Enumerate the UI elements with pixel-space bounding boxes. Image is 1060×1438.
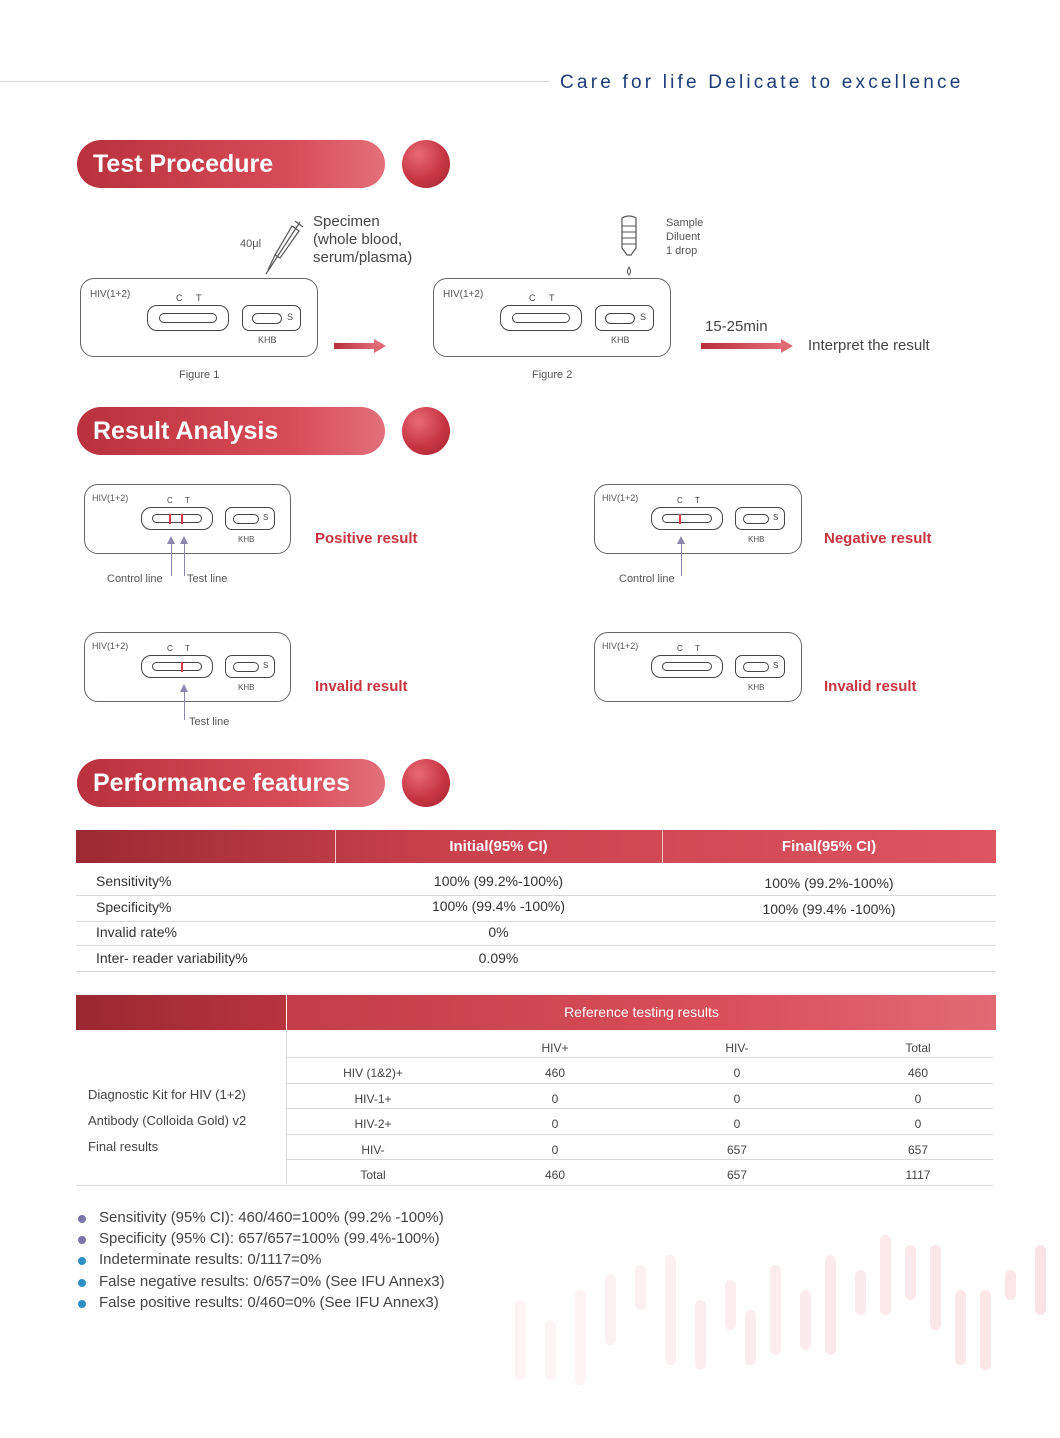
perf-cell: 100% (99.4% -100%)	[762, 901, 896, 917]
cassette-negative	[594, 484, 802, 554]
sample-well	[735, 655, 785, 678]
result-window	[141, 507, 213, 530]
sample-oval	[743, 662, 769, 672]
s-mark: S	[263, 513, 269, 522]
ref-row-label: Total	[360, 1168, 386, 1182]
ref-vertical-divider	[286, 1030, 287, 1184]
positive-result-label: Positive result	[315, 530, 418, 547]
product-line-2: Antibody (Colloida Gold) v2	[88, 1113, 247, 1128]
result-strip	[662, 514, 712, 523]
bullet-text: Specificity (95% CI): 657/657=100% (99.4%-100%)	[99, 1230, 440, 1247]
ref-product-label	[88, 1082, 246, 1160]
cassette-figure-1	[80, 278, 318, 357]
sample-oval	[252, 313, 282, 324]
ref-cell: 1117	[905, 1168, 931, 1182]
section-dot-performance	[402, 759, 450, 807]
ref-row-divider	[287, 1108, 993, 1109]
ref-cell: 0	[551, 1092, 559, 1106]
ref-col-header: HIV+	[541, 1041, 569, 1055]
section-dot-procedure	[402, 140, 450, 188]
sample-oval	[233, 662, 259, 672]
sample-well	[225, 655, 275, 678]
diluent-line-2: 1 drop	[666, 245, 698, 257]
bullet-text: False negative results: 0/657=0% (See IFU Annex3)	[99, 1273, 445, 1290]
perf-cell: 100% (99.2%-100%)	[764, 875, 894, 891]
interpret-label: Interpret the result	[808, 337, 930, 354]
control-line-pointer	[171, 538, 172, 576]
interpret-arrow-icon	[701, 339, 793, 353]
sample-oval	[743, 514, 769, 524]
diluent-label	[666, 216, 703, 258]
ref-col-header: Total	[905, 1041, 931, 1055]
ref-row-label: HIV-2+	[354, 1117, 392, 1131]
ref-cell: 460	[544, 1066, 566, 1080]
sample-well	[242, 305, 301, 331]
figure-1-caption: Figure 1	[179, 369, 220, 381]
c-mark: C	[167, 496, 173, 505]
t-mark: T	[549, 293, 555, 303]
sample-well	[735, 507, 785, 530]
bullet-dot	[78, 1279, 86, 1287]
khb-label: KHB	[238, 683, 255, 692]
result-window	[147, 305, 229, 331]
ref-row-label: HIV-1+	[354, 1092, 392, 1106]
result-strip	[152, 514, 202, 523]
t-mark: T	[695, 496, 700, 505]
bullet-dot	[78, 1257, 86, 1265]
ref-cell: 0	[551, 1117, 559, 1131]
khb-label: KHB	[748, 535, 765, 544]
ref-row-label: HIV (1&2)+	[343, 1066, 403, 1080]
ref-bottom-rule	[76, 1185, 993, 1186]
result-window	[141, 655, 213, 678]
bullet-dot	[78, 1236, 86, 1244]
time-label: 15-25min	[705, 318, 768, 335]
specimen-line-2: (whole blood,	[313, 231, 403, 248]
sample-oval	[233, 514, 259, 524]
khb-label: KHB	[611, 335, 630, 345]
cassette-label: HIV(1+2)	[92, 493, 129, 503]
khb-label: KHB	[258, 335, 277, 345]
t-mark: T	[695, 644, 700, 653]
test-line-label: Test line	[187, 573, 228, 585]
cassette-figure-2	[433, 278, 671, 357]
c-mark: C	[529, 293, 536, 303]
ref-row-label: HIV-	[361, 1143, 385, 1157]
result-strip	[159, 313, 217, 323]
specimen-label	[313, 213, 412, 267]
control-line-pointer	[681, 538, 682, 576]
ref-cell: 0	[914, 1117, 922, 1131]
result-strip	[512, 313, 570, 323]
perf-row-label: Specificity%	[96, 899, 172, 915]
perf-cell: 0%	[488, 924, 509, 940]
c-mark: C	[677, 644, 683, 653]
cassette-label: HIV(1+2)	[92, 641, 129, 651]
perf-row-divider	[76, 921, 996, 922]
ref-cell: 0	[551, 1143, 559, 1157]
sample-well	[225, 507, 275, 530]
negative-result-label: Negative result	[824, 530, 932, 547]
result-strip	[662, 662, 712, 671]
test-line-mark	[181, 662, 183, 672]
sample-oval	[605, 313, 635, 324]
result-strip	[152, 662, 202, 671]
result-window	[651, 507, 723, 530]
result-window	[651, 655, 723, 678]
specimen-line-3: serum/plasma)	[313, 249, 413, 266]
ref-cell: 0	[733, 1092, 741, 1106]
pipette-icon	[262, 218, 304, 276]
ref-cell: 460	[544, 1168, 566, 1182]
diluent-line-1: Sample Diluent	[666, 217, 704, 243]
test-line-mark	[181, 514, 183, 524]
header-rule	[0, 81, 550, 82]
khb-label: KHB	[748, 683, 765, 692]
ref-cell: 0	[914, 1092, 922, 1106]
bullet-text: Sensitivity (95% CI): 460/460=100% (99.2% -100%)	[99, 1209, 444, 1226]
ref-cell: 657	[907, 1143, 929, 1157]
control-line-mark	[679, 514, 681, 524]
product-line-1: Diagnostic Kit for HIV (1+2)	[88, 1087, 246, 1102]
cassette-label: HIV(1+2)	[602, 641, 639, 651]
perf-row-divider	[76, 945, 996, 946]
cassette-label: HIV(1+2)	[90, 289, 131, 300]
ref-col-header: HIV-	[725, 1041, 749, 1055]
perf-row-label: Inter- reader variability%	[96, 950, 248, 966]
cassette-invalid-2	[594, 632, 802, 702]
ref-table-corner	[76, 995, 286, 1030]
perf-cell: 0.09%	[478, 950, 519, 966]
tagline: Care for life Delicate to excellence	[560, 72, 964, 93]
t-mark: T	[185, 496, 190, 505]
result-window	[500, 305, 582, 331]
control-line-mark	[169, 514, 171, 524]
bullet-text: False positive results: 0/460=0% (See IFU Annex3)	[99, 1294, 439, 1311]
ref-cell: 0	[733, 1066, 741, 1080]
s-mark: S	[773, 661, 779, 670]
bullet-dot	[78, 1300, 86, 1308]
perf-row-label: Invalid rate%	[96, 924, 177, 940]
khb-label: KHB	[238, 535, 255, 544]
s-mark: S	[773, 513, 779, 522]
cassette-label: HIV(1+2)	[602, 493, 639, 503]
s-mark: S	[640, 312, 647, 322]
section-dot-analysis	[402, 407, 450, 455]
invalid-result-label-2: Invalid result	[824, 678, 917, 695]
perf-header-final: Final(95% CI)	[781, 838, 877, 855]
step-arrow-icon	[334, 339, 386, 353]
perf-row-divider	[76, 971, 996, 972]
sample-well	[595, 305, 654, 331]
ref-row-divider	[287, 1057, 993, 1058]
test-line-pointer	[184, 686, 185, 720]
dropper-icon	[617, 215, 641, 277]
control-line-label: Control line	[107, 573, 163, 585]
specimen-line-1: Specimen	[313, 213, 380, 230]
ref-row-divider	[287, 1134, 993, 1135]
ref-table-title: Reference testing results	[287, 995, 996, 1030]
perf-row-divider	[76, 895, 996, 896]
ref-cell: 460	[907, 1066, 929, 1080]
perf-row-label: Sensitivity%	[96, 873, 172, 889]
bullet-text: Indeterminate results: 0/1117=0%	[99, 1251, 322, 1268]
s-mark: S	[263, 661, 269, 670]
ref-cell: 0	[733, 1117, 741, 1131]
perf-cell: 100% (99.4% -100%)	[431, 898, 566, 914]
ref-cell: 657	[726, 1168, 748, 1182]
ref-row-divider	[287, 1159, 993, 1160]
ref-cell: 657	[726, 1143, 748, 1157]
perf-cell: 100% (99.2%-100%)	[433, 873, 564, 889]
t-mark: T	[185, 644, 190, 653]
bullet-dot	[78, 1215, 86, 1223]
t-mark: T	[196, 293, 202, 303]
section-title-analysis: Result Analysis	[77, 407, 385, 455]
product-line-3: Final results	[88, 1139, 159, 1154]
perf-header-initial: Initial(95% CI)	[449, 838, 548, 855]
cassette-label: HIV(1+2)	[443, 289, 484, 300]
s-mark: S	[287, 312, 294, 322]
section-title-performance: Performance features	[77, 759, 385, 807]
volume-label: 40μl	[240, 238, 262, 250]
section-title-procedure: Test Procedure	[77, 140, 385, 188]
c-mark: C	[677, 496, 683, 505]
ref-row-divider	[287, 1083, 993, 1084]
control-line-label: Control line	[619, 573, 675, 585]
invalid-result-label-1: Invalid result	[315, 678, 408, 695]
figure-2-caption: Figure 2	[532, 369, 573, 381]
c-mark: C	[167, 644, 173, 653]
test-line-pointer	[184, 538, 185, 576]
test-line-label: Test line	[189, 716, 230, 728]
c-mark: C	[176, 293, 183, 303]
